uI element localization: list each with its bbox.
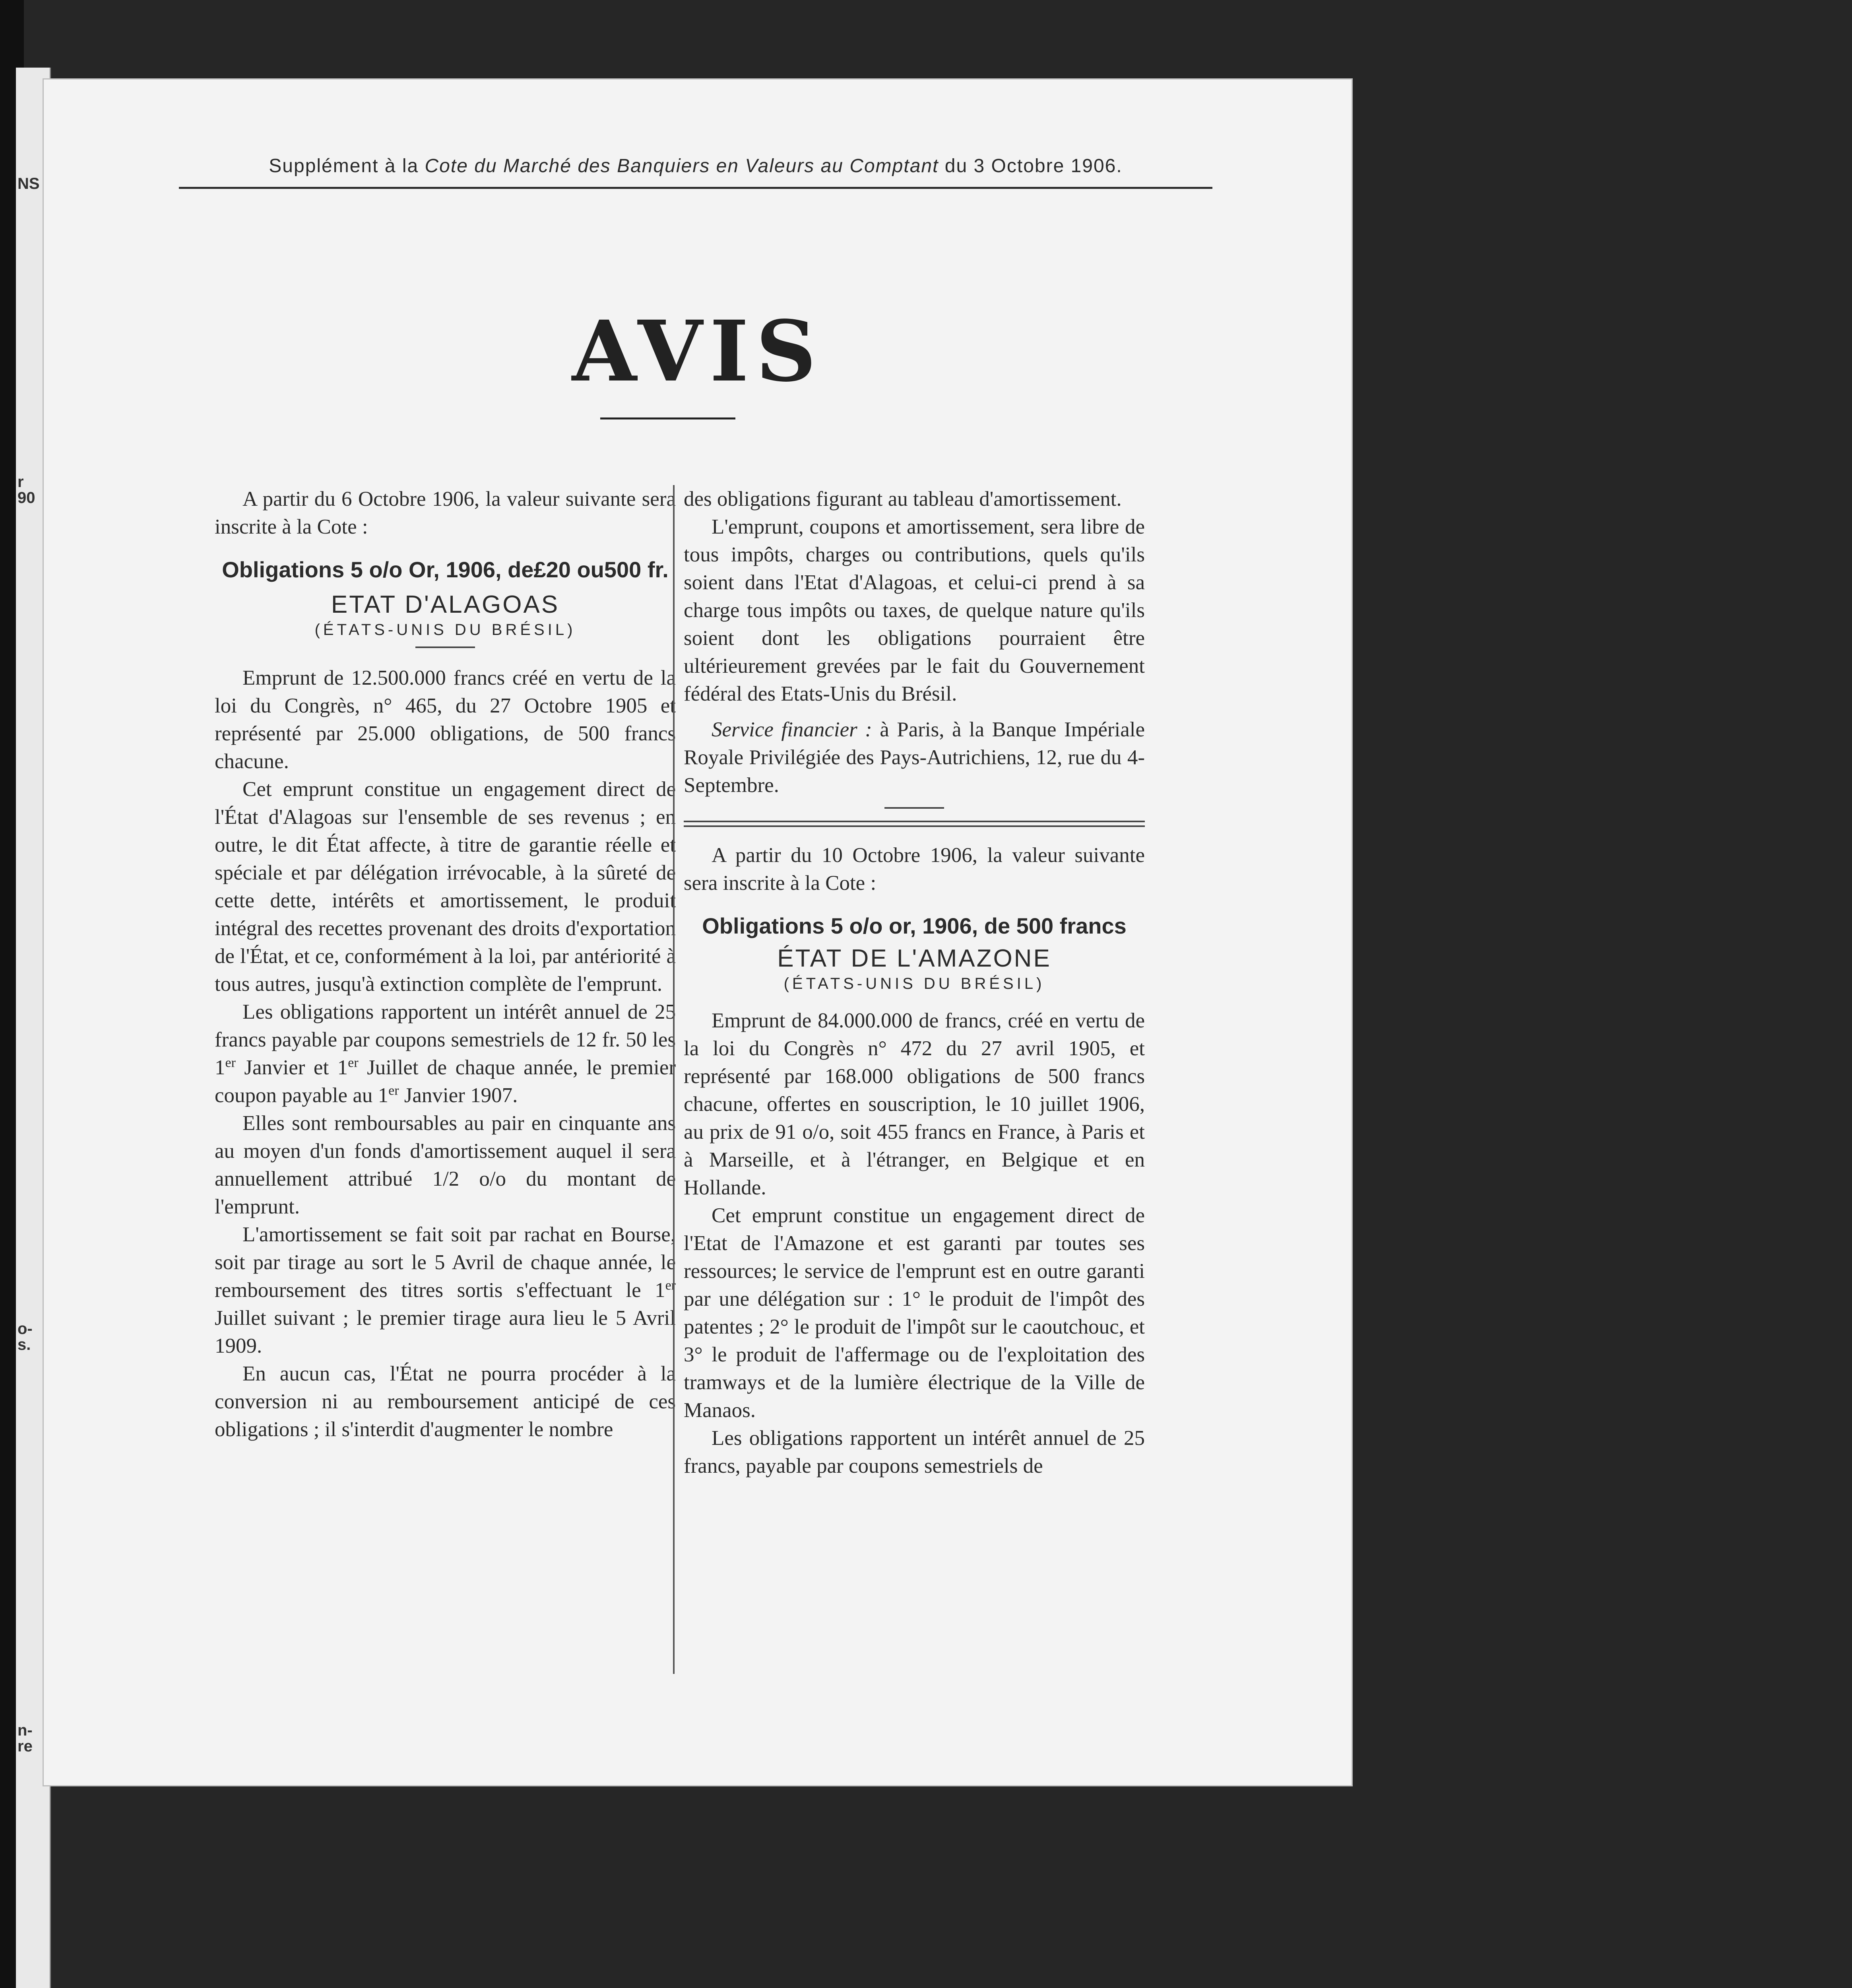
state-country: (ÉTATS-UNIS DU BRÉSIL): [314, 621, 576, 639]
notice-intro: A partir du 10 Octobre 1906, la valeur suivante sera inscrite à la Cote :: [684, 844, 1145, 895]
state-name: ETAT D'ALAGOAS: [331, 591, 560, 618]
edge-fragment: re: [17, 1738, 33, 1755]
paragraph: Elles sont remboursables au pair en cinquante ans au moyen d'un fonds d'amortissement auquel il sera annuellement attribué 1/2 o/o du montant de l'emprunt.: [215, 1112, 676, 1218]
header-prefix: Supplément à la: [269, 155, 425, 177]
title-rule: [600, 417, 735, 419]
paragraph: Cet emprunt constitue un engagement direct de l'Etat de l'Amazone et est garanti par toutes ses ressources; le service de l'emprunt est en outre garanti par une délégation sur : 1° le produit de l'impôt des patentes ; 2° le produit de l'impôt sur le caoutchouc, et 3° le produit de l'affermage ou de l'exploitation des tramways et de la lumière électrique de la Ville de Manaos.: [684, 1204, 1145, 1422]
section-rule: [884, 807, 944, 809]
notice-intro: A partir du 6 Octobre 1906, la valeur suivante sera inscrite à la Cote :: [215, 487, 676, 538]
left-column: [215, 485, 676, 1443]
paragraph: En aucun cas, l'État ne pourra procéder à la conversion ni au remboursement anticipé de ces obligations ; il s'interdit d'augmenter le nombre: [215, 1362, 676, 1441]
column-divider: [673, 485, 675, 1674]
document-page: [44, 80, 1352, 1785]
paragraph: Emprunt de 12.500.000 francs créé en vertu de la loi du Congrès, n° 465, du 27 Octobre 1905 et représenté par 25.000 obligations, de 500 francs chacune.: [215, 666, 676, 773]
paragraph: Les obligations rapportent un intérêt annuel de 25 francs, payable par coupons semestriels de: [684, 1427, 1145, 1477]
paragraph: Emprunt de 84.000.000 de francs, créé en vertu de la loi du Congrès n° 472 du 27 avril 1905, et représenté par 168.000 obligations de 500 francs chacune, offertes en souscription, le 10 juillet 1906, au prix de 91 o/o, soit 455 francs en France, à Paris et à Marseille, et à l'étranger, en Belgique et en Hollande.: [684, 1009, 1145, 1199]
edge-fragment: 90: [17, 489, 35, 507]
header-date: du 3 Octobre 1906.: [939, 155, 1123, 177]
double-rule: [684, 821, 1145, 827]
edge-fragment: r: [17, 473, 24, 491]
paragraph: Les obligations rapportent un intérêt annuel de 25 francs payable par coupons semestriels de 12 fr. 50 les 1er Janvier et 1er Juillet de chaque année, le premier coupon payable au 1er Janvier 1907.: [215, 1000, 676, 1107]
section-rule: [415, 646, 475, 648]
paragraph: L'amortissement se fait soit par rachat en Bourse, soit par tirage au sort le 5 Avril de chaque année, le remboursement des titres sortis s'effectuant le 1er Juillet suivant ; le premier tirage aura lieu le 5 Avril 1909.: [215, 1223, 676, 1357]
service-financier: Service financier : à Paris, à la Banque Impériale Royale Privilégiée des Pays-Autrichiens, 12, rue du 4-Septembre.: [684, 718, 1145, 797]
state-name: ÉTAT DE L'AMAZONE: [777, 945, 1051, 972]
paragraph: L'emprunt, coupons et amortissement, sera libre de tous impôts, charges ou contributions, quels qu'ils soient dans l'Etat d'Alagoas, et celui-ci prend à sa charge tous impôts ou taxes, de quelque nature qu'ils soient dont les obligations pourraient être ultérieurement grevées par le fait du Gouvernement fédéral des Etats-Unis du Brésil.: [684, 515, 1145, 705]
right-column: [684, 485, 1145, 1480]
paragraph: Cet emprunt constitue un engagement direct de l'État d'Alagoas sur l'ensemble de ses revenus ; en outre, le dit État affecte, à titre de garantie réelle et spéciale et par délégation irrévocable, à la sûreté de cette dette, intérêts et amortissement, le produit intégral des recettes provenant des droits d'exportation de l'État, et ce, conformément à la loi, par antériorité à tous autres, jusqu'à extinction complète de l'emprunt.: [215, 778, 676, 996]
header-publication: Cote du Marché des Banquiers en Valeurs au Comptant: [425, 155, 939, 177]
supplement-header: [179, 155, 1212, 177]
edge-fragment: n-: [17, 1722, 33, 1739]
edge-fragment: s.: [17, 1336, 31, 1353]
obligations-heading: Obligations 5 o/o or, 1906, de 500 francs: [702, 913, 1127, 938]
obligations-heading: Obligations 5 o/o Or, 1906, de£20 ou500 fr.: [222, 557, 669, 582]
header-rule: [179, 187, 1212, 189]
paragraph-continuation: des obligations figurant au tableau d'amortissement.: [684, 487, 1122, 511]
edge-fragment: NS: [17, 175, 40, 192]
page-title: AVIS: [572, 302, 824, 400]
state-country: (ÉTATS-UNIS DU BRÉSIL): [783, 975, 1045, 992]
edge-fragment: o-: [17, 1320, 33, 1338]
